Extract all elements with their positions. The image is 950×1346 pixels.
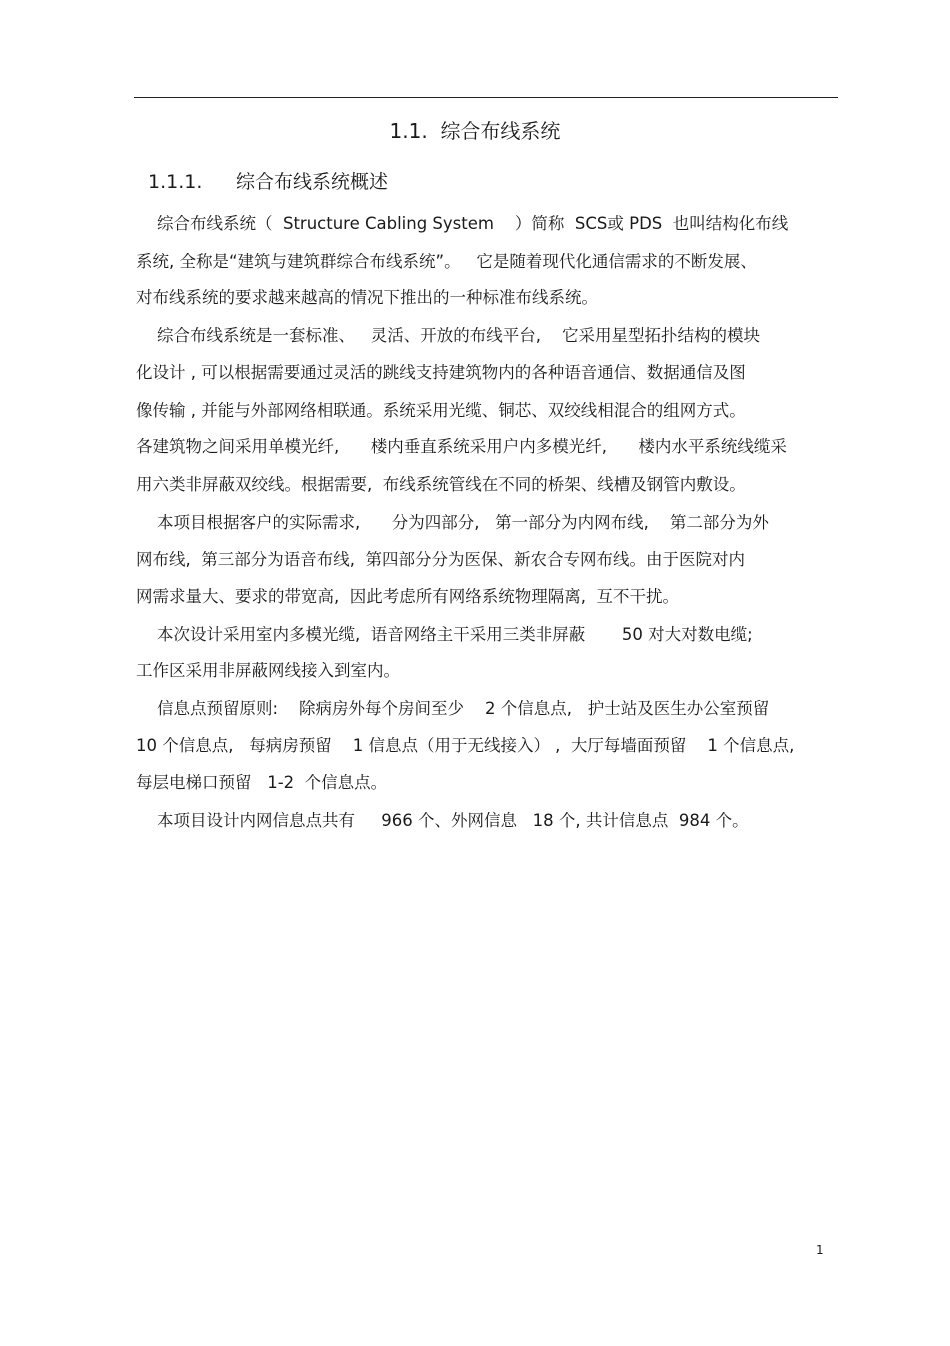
section-title: 综合布线系统	[440, 119, 561, 143]
body-line: 每层电梯口预留 1-2 个信息点。	[136, 773, 388, 792]
body-line: 各建筑物之间采用单模光纤, 楼内垂直系统采用户内多模光纤, 楼内水平系统线缆采	[136, 437, 787, 456]
body-line: 网需求量大、要求的带宽高, 因此考虑所有网络系统物理隔离, 互不干扰。	[136, 587, 679, 606]
body-line: 10 个信息点, 每病房预留 1 信息点（用于无线接入） , 大厅每墙面预留 1 个信息点,	[136, 736, 795, 755]
subsection-title: 综合布线系统概述	[236, 171, 389, 193]
body-line: 系统, 全称是“建筑与建筑群综合布线系统”。 它是随着现代化通信需求的不断发展、	[136, 252, 757, 271]
body-line: 信息点预留原则: 除病房外每个房间至少 2 个信息点, 护士站及医生办公室预留	[136, 699, 770, 718]
body-line: 用六类非屏蔽双绞线。根据需要, 布线系统管线在不同的桥架、线槽及钢管内敷设。	[136, 475, 746, 494]
body-line: 工作区采用非屏蔽网线接入到室内。	[136, 661, 400, 680]
section-heading	[0, 117, 950, 145]
body-line: 网布线, 第三部分为语音布线, 第四部分分为医保、新农合专网布线。由于医院对内	[136, 550, 745, 569]
body-line: 化设计 , 可以根据需要通过灵活的跳线支持建筑物内的各种语音通信、数据通信及图	[136, 363, 746, 382]
subsection-heading	[148, 168, 388, 196]
page-number: 1	[816, 1243, 824, 1257]
body-line: 本项目根据客户的实际需求, 分为四部分, 第一部分为内网布线, 第二部分为外	[136, 513, 769, 532]
header-rule	[134, 97, 838, 98]
body-line: 本次设计采用室内多模光缆, 语音网络主干采用三类非屏蔽 50 对大对数电缆;	[136, 625, 753, 644]
subsection-number: 1.1.1.	[148, 171, 203, 193]
body-line: 像传输 , 并能与外部网络相联通。系统采用光缆、铜芯、双绞线相混合的组网方式。	[136, 401, 746, 420]
section-number: 1.1.	[389, 119, 428, 143]
body-line: 本项目设计内网信息点共有 966 个、外网信息 18 个, 共计信息点 984 个。	[136, 811, 749, 830]
body-line: 综合布线系统（ Structure Cabling System ）简称 SCS或 PDS 也叫结构化布线	[136, 214, 789, 233]
body-line: 对布线系统的要求越来越高的情况下推出的一种标准布线系统。	[136, 288, 598, 307]
body-line: 综合布线系统是一套标准、 灵活、开放的布线平台, 它采用星型拓扑结构的模块	[136, 326, 760, 345]
